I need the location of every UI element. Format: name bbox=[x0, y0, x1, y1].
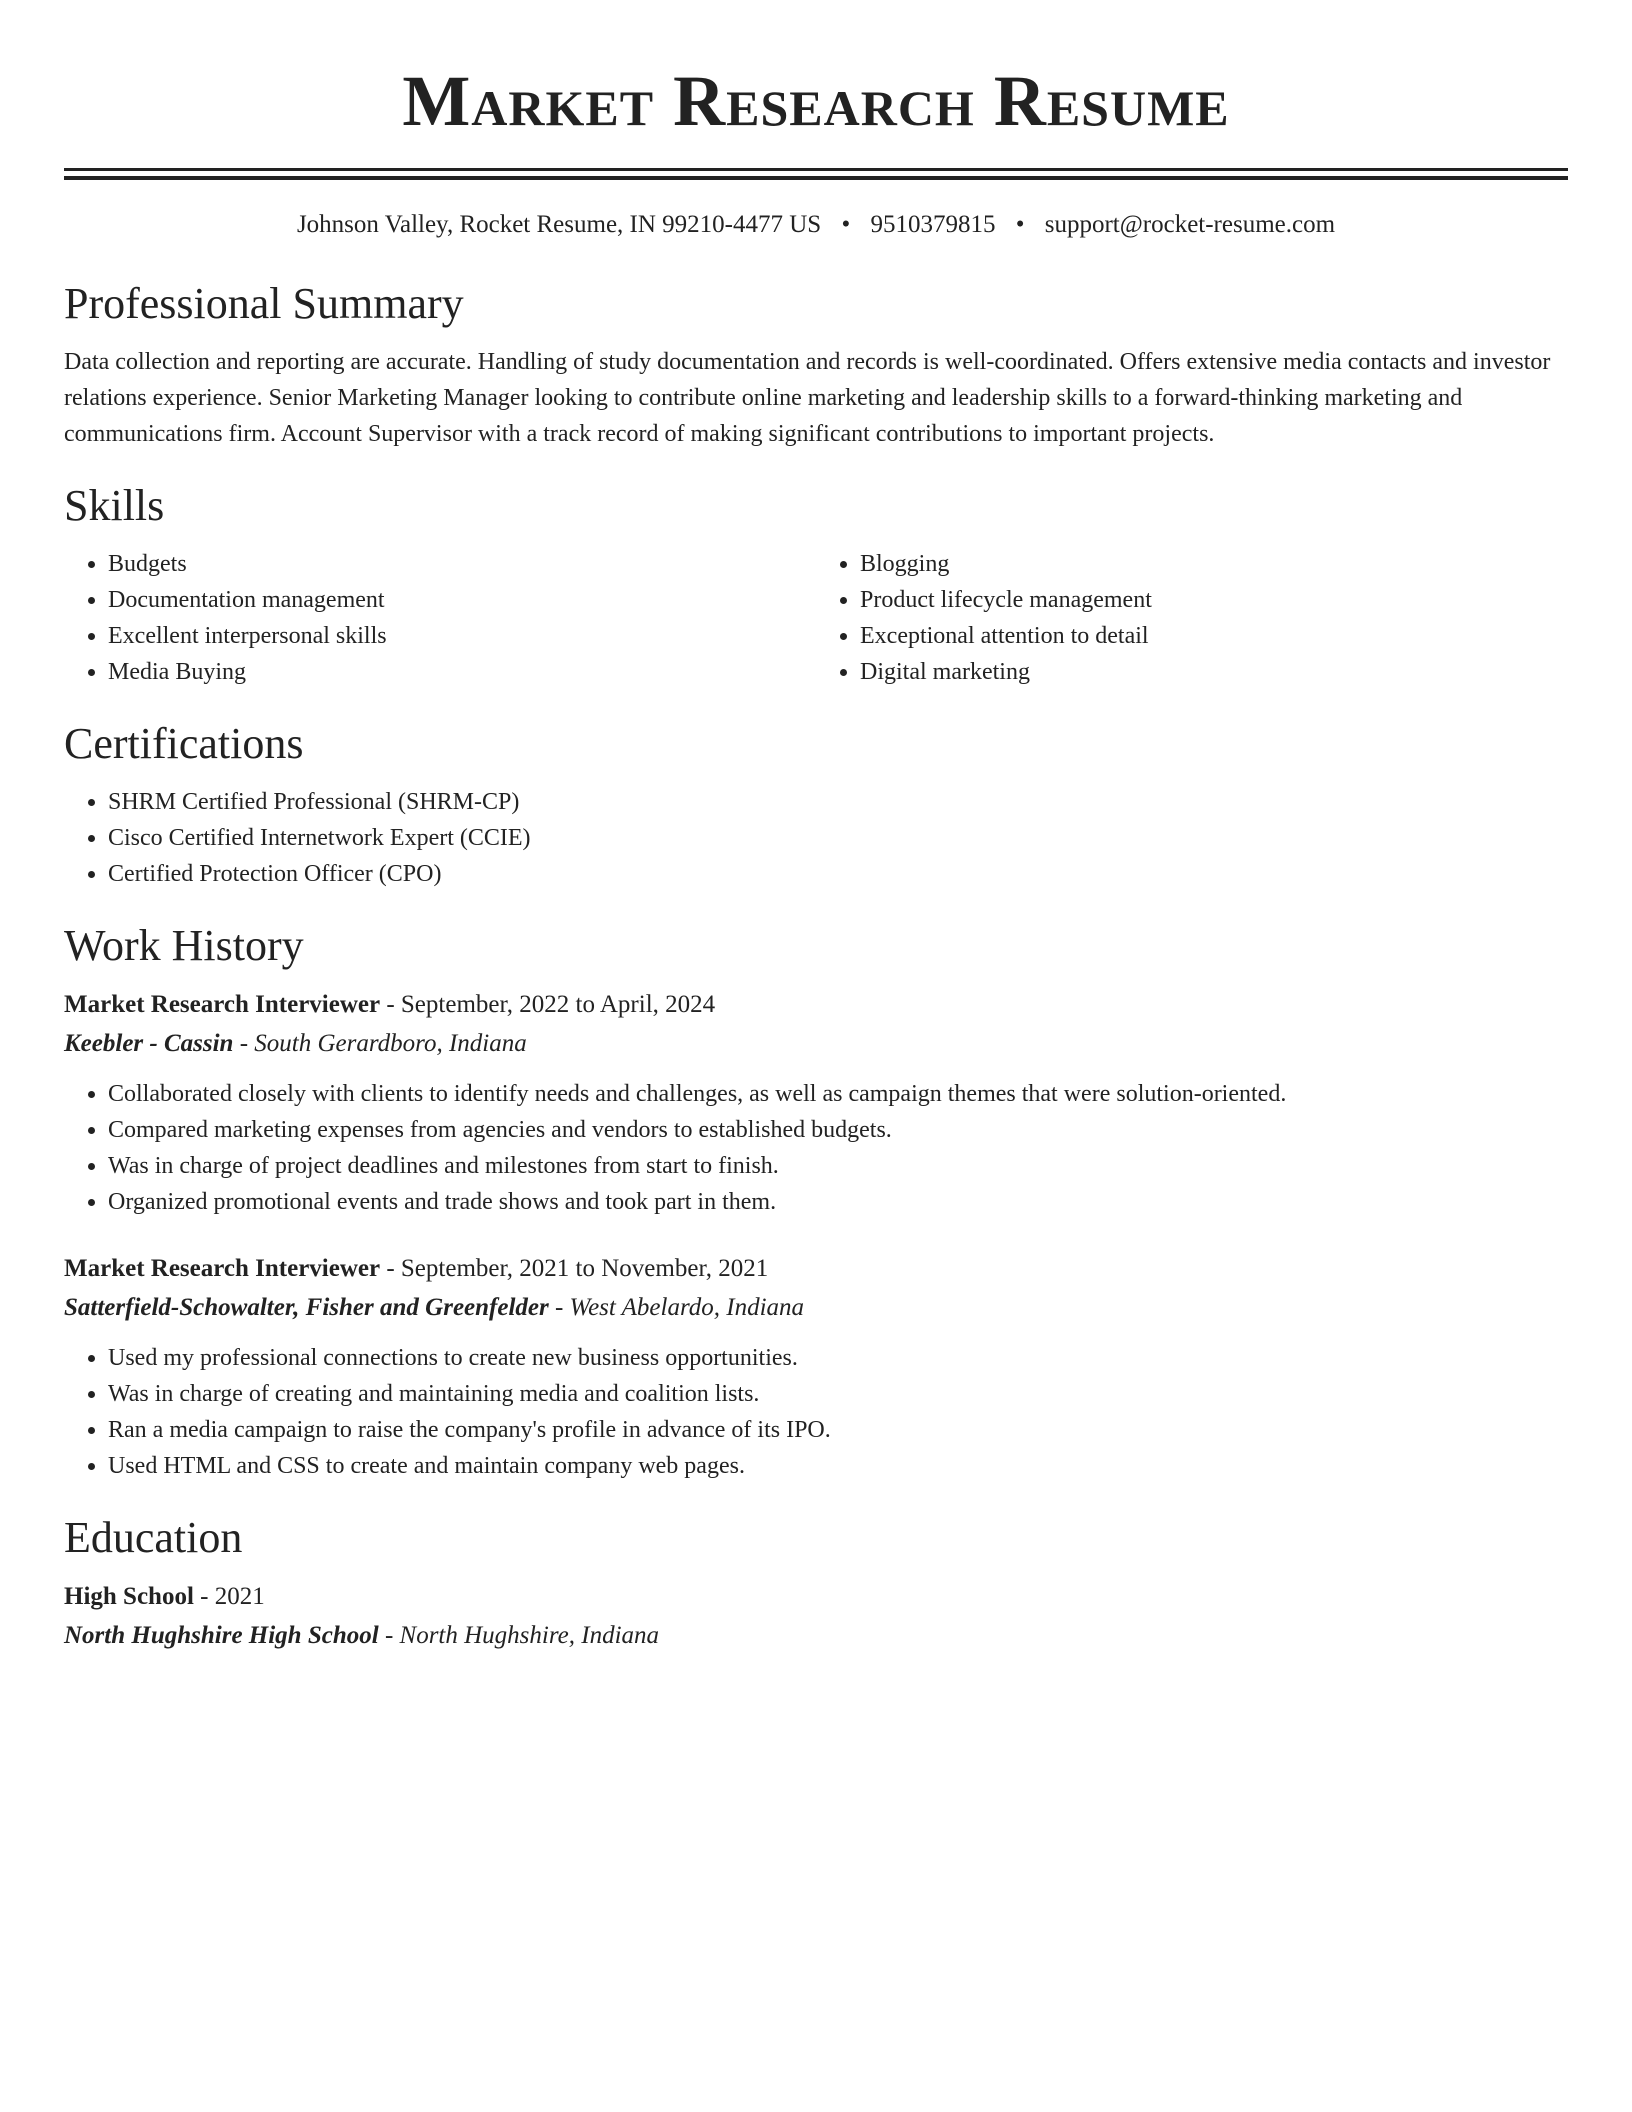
job-location: - South Gerardboro, Indiana bbox=[233, 1030, 527, 1057]
job-bullet: • Was in charge of project deadlines and milestones from start to finish. bbox=[108, 1148, 1568, 1184]
job-title-line bbox=[64, 1250, 1568, 1288]
job-title: Market Research Interviewer bbox=[64, 991, 381, 1018]
education-location: - North Hughshire, Indiana bbox=[378, 1622, 660, 1649]
job-bullet: • Used HTML and CSS to create and maintain company web pages. bbox=[108, 1448, 1568, 1484]
job-dates: - September, 2022 to April, 2024 bbox=[380, 991, 716, 1018]
education-school-line bbox=[64, 1616, 1568, 1656]
contact-address: Johnson Valley, Rocket Resume, IN 99210-4477 US bbox=[296, 211, 822, 238]
skill-item: • Documentation management bbox=[108, 582, 816, 618]
job-bullet: • Organized promotional events and trade shows and took part in them. bbox=[108, 1184, 1568, 1220]
contact-separator: • bbox=[841, 211, 851, 238]
contact-line bbox=[64, 208, 1568, 242]
skill-item: • Excellent interpersonal skills bbox=[108, 618, 816, 654]
contact-separator: • bbox=[1015, 211, 1025, 238]
education-year: - 2021 bbox=[193, 1583, 265, 1610]
education-school: North Hughshire High School bbox=[64, 1622, 379, 1649]
job-bullets bbox=[64, 1076, 1568, 1220]
summary-section bbox=[64, 278, 1568, 452]
job-company: Keebler - Cassin bbox=[64, 1030, 234, 1057]
contact-phone: 9510379815 bbox=[870, 211, 996, 238]
skill-item: • Digital marketing bbox=[860, 654, 1568, 690]
education-section bbox=[64, 1512, 1568, 1656]
skills-list-right bbox=[816, 546, 1568, 690]
summary-heading: Professional Summary bbox=[64, 279, 464, 328]
job-bullets bbox=[64, 1340, 1568, 1484]
skill-item: • Media Buying bbox=[108, 654, 816, 690]
skills-heading: Skills bbox=[64, 481, 165, 530]
skills-section bbox=[64, 480, 1568, 690]
education-degree: High School bbox=[64, 1583, 194, 1610]
job-bullet: • Used my professional connections to create new business opportunities. bbox=[108, 1340, 1568, 1376]
job-dates: - September, 2021 to November, 2021 bbox=[380, 1255, 769, 1282]
job-bullet: • Compared marketing expenses from agencies and vendors to established budgets. bbox=[108, 1112, 1568, 1148]
resume-title: Market Research Resume bbox=[402, 61, 1230, 141]
work-history-heading: Work History bbox=[64, 921, 304, 970]
skill-item: • Blogging bbox=[860, 546, 1568, 582]
job-title: Market Research Interviewer bbox=[64, 1255, 381, 1282]
job-location: - West Abelardo, Indiana bbox=[548, 1294, 805, 1321]
job-entry bbox=[64, 986, 1568, 1220]
job-company-line bbox=[64, 1024, 1568, 1064]
skills-columns bbox=[64, 546, 1568, 690]
title-double-rule bbox=[64, 168, 1568, 180]
certification-item: • Certified Protection Officer (CPO) bbox=[108, 856, 1568, 892]
skill-item: • Product lifecycle management bbox=[860, 582, 1568, 618]
job-bullet: • Was in charge of creating and maintaining media and coalition lists. bbox=[108, 1376, 1568, 1412]
job-bullet: • Collaborated closely with clients to identify needs and challenges, as well as campaign themes that were solution-oriented. bbox=[108, 1076, 1568, 1112]
certification-item: • Cisco Certified Internetwork Expert (CCIE) bbox=[108, 820, 1568, 856]
certifications-heading: Certifications bbox=[64, 719, 304, 768]
job-bullet: • Ran a media campaign to raise the company's profile in advance of its IPO. bbox=[108, 1412, 1568, 1448]
job-company-line bbox=[64, 1288, 1568, 1328]
certifications-list bbox=[64, 784, 1568, 892]
job-title-line bbox=[64, 986, 1568, 1024]
certifications-section bbox=[64, 718, 1568, 892]
skills-list-left bbox=[64, 546, 816, 690]
job-entry bbox=[64, 1250, 1568, 1484]
skill-item: • Budgets bbox=[108, 546, 816, 582]
job-company: Satterfield-Schowalter, Fisher and Greenfelder bbox=[64, 1294, 549, 1321]
contact-email: support@rocket-resume.com bbox=[1044, 211, 1336, 238]
summary-text: Data collection and reporting are accurate. Handling of study documentation and records is well-coordinated. Offers extensive media contacts and investor relations experience. Senior Marketing Manager looking to contribute online marketing and leadership skills to a forward-thinking marketing and communications firm. Account Supervisor with a track record of making significant contributions to important projects. bbox=[64, 349, 1551, 447]
work-history-section bbox=[64, 920, 1568, 1484]
education-degree-line bbox=[64, 1578, 1568, 1616]
education-heading: Education bbox=[64, 1513, 243, 1562]
certification-item: • SHRM Certified Professional (SHRM-CP) bbox=[108, 784, 1568, 820]
skill-item: • Exceptional attention to detail bbox=[860, 618, 1568, 654]
